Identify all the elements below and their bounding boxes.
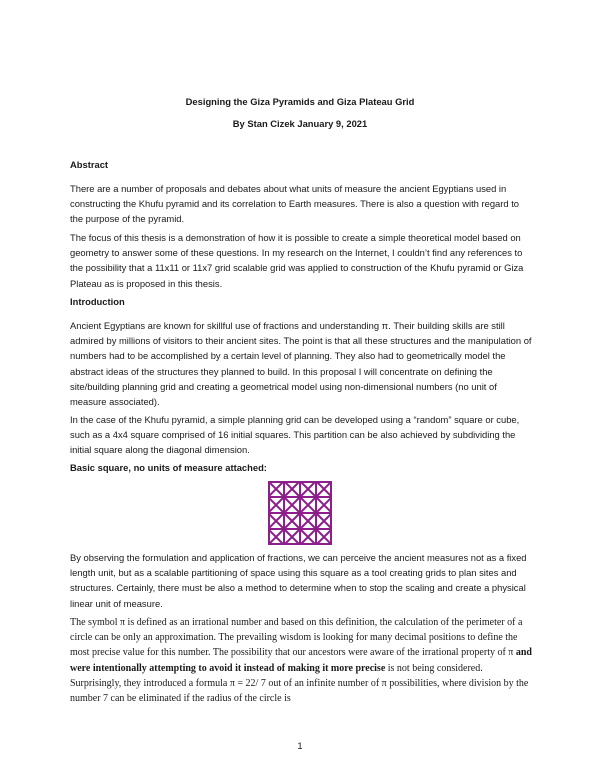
abstract-paragraph-1: There are a number of proposals and debates about what units of measure the ancient Egyptians used in constructing the Khufu pyramid and its correlation to Earth measures. There is also a question with regard to the purpose of the pyramid. — [70, 183, 520, 225]
introduction-heading: Introduction — [70, 296, 125, 307]
pi-paragraph-text-b: is not being considered. Surprisingly, they introduced a formula π = 22/ 7 out of an infinite number of π possibilities, where division by the number 7 can be eliminated if the radius of the circle is — [70, 662, 529, 705]
page-number: 1 — [297, 740, 303, 751]
pi-paragraph-text-a: The symbol π is defined as an irrational number and based on this definition, the calculation of the perimeter of a circle can be only an approximation. The prevailing wisdom is looking for many decimal positions to define the most precise value for this number. The possibility that our ancestors were aware of the irrational property of π — [70, 617, 523, 659]
grid-lines — [268, 481, 332, 545]
introduction-paragraph-1: Ancient Egyptians are known for skillful use of fractions and understanding π. Their building skills are still admired by millions of visitors to their ancient sites. The point is that all these structures and the manipulation of numbers had to be accomplished by a certain level of planning. They also had to geometrically model the abstract ideas of the structures they planned to build. In this proposal I will concentrate on defining the site/building planning grid and creating a geometrical model using non-dimensional numbers (no unit of measure associated). — [70, 320, 532, 408]
byline: By Stan Cizek January 9, 2021 — [232, 118, 368, 129]
basic-square-heading: Basic square, no units of measure attached: — [70, 462, 267, 473]
paper-title: Designing the Giza Pyramids and Giza Plateau Grid — [185, 96, 415, 107]
introduction-paragraph-2: In the case of the Khufu pyramid, a simple planning grid can be developed using a “random” square or cube, such as a 4x4 square comprised of 16 initial squares. This partition can be also achieved by subdividing the initial square along the diagonal dimension. — [70, 414, 520, 456]
pi-paragraph — [70, 615, 532, 706]
body-paragraph: By observing the formulation and application of fractions, we can perceive the ancient measures not as a fixed length unit, but as a scalable partitioning of space using this square as a tool creating grids to plan sites and structures. Certainly, there must be also a method to determine when to stop the scaling and create a physical linear unit of measure. — [70, 552, 527, 609]
abstract-heading: Abstract — [70, 159, 109, 170]
basic-square-grid-figure — [268, 481, 332, 545]
pi-paragraph-emphasis: and were intentionally attempting to avoid it instead of making it more precise — [70, 647, 532, 674]
abstract-paragraph-2: The focus of this thesis is a demonstration of how it is possible to create a simple theoretical model based on geometry to answer some of these questions. In my research on the Internet, I couldn’t find any references to the possibility that a 11x11 or 11x7 grid scalable grid was applied to construction of the Khufu pyramid or Giza Plateau as is proposed in this thesis. — [70, 232, 524, 289]
